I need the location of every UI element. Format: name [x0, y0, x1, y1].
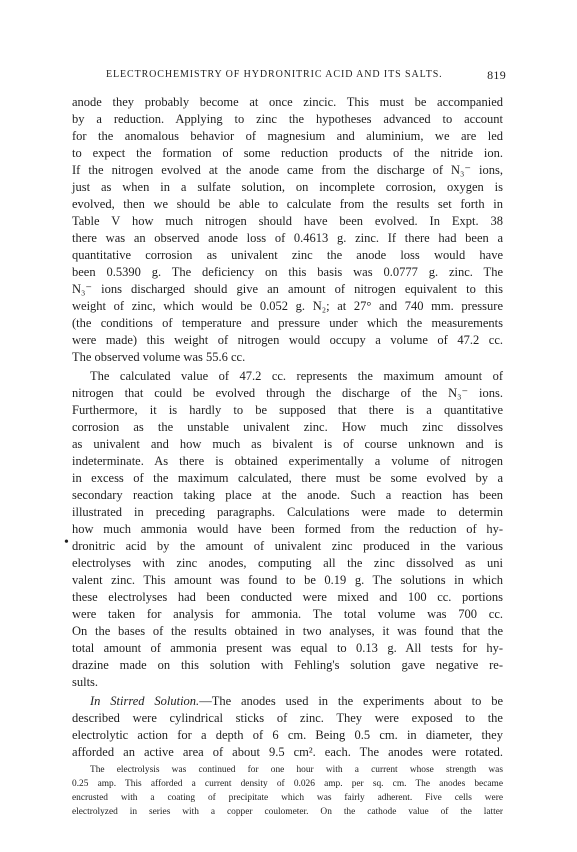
- small-text-line: electrolyzed in series with a copper coulometer. On the cathode value of the latter: [72, 807, 503, 817]
- text-line: been 0.5390 g. The deficiency on this basis was 0.0777 g. zinc. The: [72, 265, 503, 279]
- text-line: N₃⁻ ions discharged should give an amount of nitrogen equivalent to this: [72, 282, 503, 296]
- text-line: described were cylindrical sticks of zinc. They were exposed to the: [72, 711, 503, 725]
- text-line: how much ammonia would have been formed from the reduction of hy-: [72, 522, 503, 536]
- text-line: for the anomalous behavior of magnesium and aluminium, we are led: [72, 129, 503, 143]
- text-line: evolved, then we should be able to calculate from the results set forth in: [72, 197, 503, 211]
- text-line: anode they probably become at once zincic. This must be accompanied: [72, 95, 503, 109]
- small-text-line: The electrolysis was continued for one hour with a current whose strength was: [90, 765, 503, 775]
- text-line-rest: —The anodes used in the experiments about to be: [199, 694, 503, 708]
- text-line: The observed volume was 55.6 cc.: [72, 350, 246, 364]
- text-line: drazine made on this solution with Fehling's solution gave negative re-: [72, 658, 503, 672]
- text-line: secondary reaction taking place at the anode. Such a reaction has been: [72, 488, 503, 502]
- text-line: Table V how much nitrogen should have been evolved. In Expt. 38: [72, 214, 503, 228]
- text-line: illustrated in preceding paragraphs. Calculations were made to determin: [72, 505, 503, 519]
- text-line: The calculated value of 47.2 cc. represents the maximum amount of: [90, 369, 503, 383]
- text-line: were taken for analysis for ammonia. The total volume was 700 cc.: [72, 607, 503, 621]
- text-line: nitrogen that could be evolved through the discharge of the N₃⁻ ions.: [72, 386, 503, 400]
- text-line: these electrolyses had been conducted were mixed and 100 cc. portions: [72, 590, 503, 604]
- text-line: If the nitrogen evolved at the anode came from the discharge of N₃⁻ ions,: [72, 163, 503, 177]
- margin-mark: •: [64, 535, 69, 550]
- text-line: Furthermore, it is hardly to be supposed that there is a quantitative: [72, 403, 503, 417]
- text-line: quantitative corrosion as univalent zinc the anode loss would have: [72, 248, 503, 262]
- text-line: as univalent and how much as bivalent is of course unknown and is: [72, 437, 503, 451]
- text-line: On the bases of the results obtained in two analyses, it was found that the: [72, 624, 503, 638]
- text-line: electrolytic action for a depth of 6 cm. Being 0.5 cm. in diameter, they: [72, 728, 503, 742]
- text-line: valent zinc. This amount was found to be 0.19 g. The solutions in which: [72, 573, 503, 587]
- text-line: total amount of ammonia present was equal to 0.13 g. All tests for hy-: [72, 641, 503, 655]
- text-line: in excess of the maximum calculated, there must be some evolved by a: [72, 471, 503, 485]
- text-line: (the conditions of temperature and pressure under which the measurements: [72, 316, 503, 330]
- text-line: afforded an active area of about 9.5 cm². each. The anodes were rotated.: [72, 745, 503, 759]
- text-line: weight of zinc, which would be 0.052 g. N₂; at 27° and 740 mm. pressure: [72, 299, 503, 313]
- small-text-line: 0.25 amp. This afforded a current density of 0.026 amp. per sq. cm. The anodes became: [72, 779, 503, 789]
- text-line: indeterminate. As there is obtained experimentally a volume of nitrogen: [72, 454, 503, 468]
- text-line: by a reduction. Applying to zinc the hypotheses advanced to account: [72, 112, 503, 126]
- section-heading: In Stirred Solution.: [90, 694, 200, 708]
- text-line: were made) this weight of nitrogen would occupy a volume of 47.2 cc.: [72, 333, 503, 347]
- text-line: sults.: [72, 675, 99, 689]
- text-line: dronitric acid by the amount of univalent zinc produced in the various: [72, 539, 503, 553]
- text-line: [90, 693, 503, 709]
- text-line: corrosion as the unstable univalent zinc. How much zinc dissolves: [72, 420, 503, 434]
- running-title: ELECTROCHEMISTRY OF HYDRONITRIC ACID AND ITS SALTS.: [106, 69, 443, 80]
- text-line: to expect the formation of some reduction products of the nitride ion.: [72, 146, 503, 160]
- page-number: 819: [487, 68, 506, 82]
- text-line: electrolyses with zinc anodes, computing all the zinc dissolved as uni: [72, 556, 503, 570]
- running-header: [106, 68, 506, 82]
- text-line: just as when in a sulfate solution, on incomplete corrosion, oxygen is: [72, 180, 503, 194]
- text-line: there was an observed anode loss of 0.4613 g. zinc. If there had been a: [72, 231, 503, 245]
- small-text-line: encrusted with a coating of precipitate which was fairly adherent. Five cells were: [72, 793, 503, 803]
